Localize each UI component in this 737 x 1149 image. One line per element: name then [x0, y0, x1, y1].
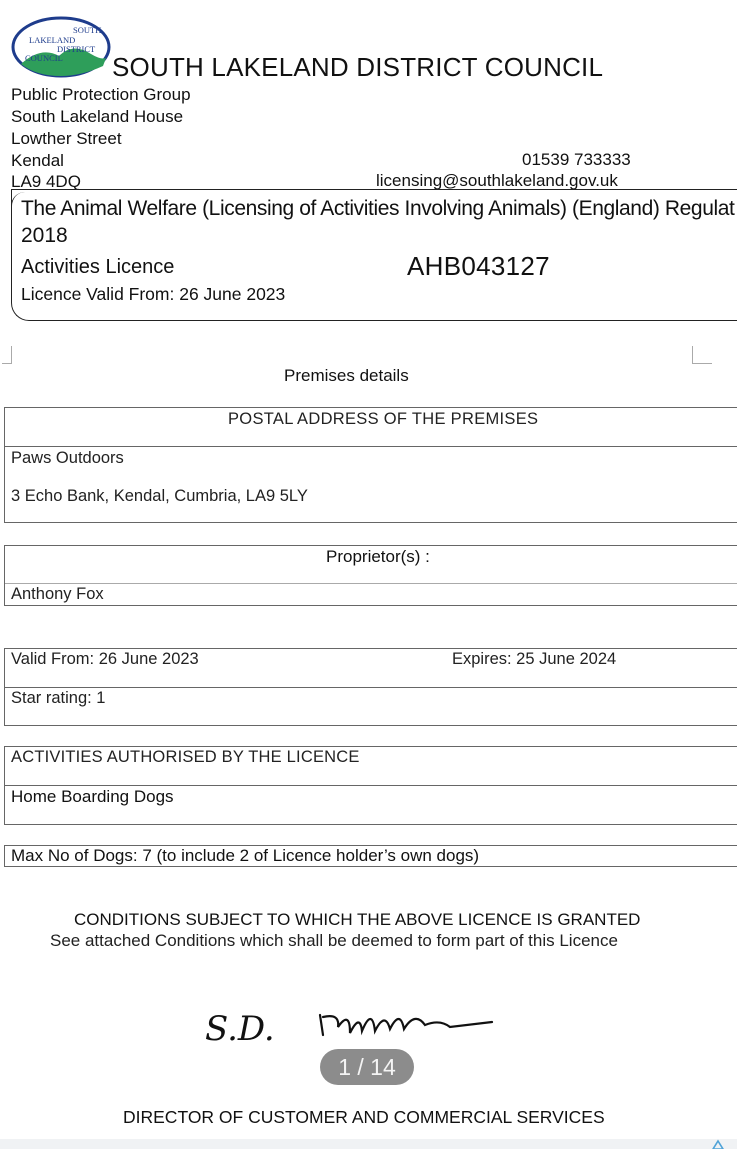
- proprietor-name: Anthony Fox: [11, 585, 104, 603]
- signature-image: [200, 1005, 500, 1050]
- proprietor-header: Proprietor(s) :: [326, 547, 430, 566]
- postal-table-left: [4, 407, 5, 522]
- logo-text-1: SOUTH: [73, 25, 102, 35]
- max-dogs: Max No of Dogs: 7 (to include 2 of Licence holder’s own dogs): [11, 846, 480, 865]
- licence-number: AHB043127: [407, 251, 550, 281]
- postal-table-bottom: [4, 522, 737, 523]
- crop-mark-right: [692, 346, 693, 364]
- page-indicator: 1 / 14: [320, 1049, 414, 1085]
- premises-address: 3 Echo Bank, Kendal, Cumbria, LA9 5LY: [11, 487, 308, 505]
- proprietor-table-divider: [4, 583, 737, 584]
- licence-valid-from: Licence Valid From: 26 June 2023: [21, 284, 286, 304]
- proprietor-table-top: [4, 545, 737, 546]
- signature-scribble: [320, 1015, 492, 1035]
- address-line-4: Kendal: [11, 151, 64, 170]
- bottom-strip: [0, 1139, 737, 1149]
- regulation-year: 2018: [21, 224, 68, 247]
- premises-details-title: Premises details: [284, 366, 409, 385]
- logo-text-4: COUNCIL: [25, 53, 63, 63]
- address-line-1: Public Protection Group: [11, 85, 191, 104]
- logo-text-2: LAKELAND: [29, 35, 76, 45]
- activities-table-left: [4, 746, 5, 824]
- crop-mark-left: [8, 346, 12, 364]
- signature-initials: S.D.: [205, 1009, 275, 1049]
- activities-table-divider: [4, 785, 737, 786]
- director-title: DIRECTOR OF CUSTOMER AND COMMERCIAL SERVICES: [123, 1107, 605, 1127]
- validity-table-divider: [4, 687, 737, 688]
- max-dogs-bottom: [4, 866, 737, 867]
- postal-table-divider: [4, 446, 737, 447]
- logo-text-3: DISTRICT: [57, 44, 96, 54]
- validity-table-top: [4, 648, 737, 649]
- address-line-3: Lowther Street: [11, 129, 122, 148]
- council-name: SOUTH LAKELAND DISTRICT COUNCIL: [112, 52, 604, 82]
- council-logo: [11, 16, 111, 78]
- authorised-activity: Home Boarding Dogs: [11, 787, 174, 806]
- address-line-5: LA9 4DQ: [11, 172, 81, 191]
- crop-mark-right-h: [692, 363, 712, 364]
- conditions-title: CONDITIONS SUBJECT TO WHICH THE ABOVE LICENCE IS GRANTED: [74, 910, 641, 929]
- postal-table-top: [4, 407, 737, 408]
- valid-from: Valid From: 26 June 2023: [11, 650, 199, 668]
- council-email[interactable]: licensing@southlakeland.gov.uk: [376, 171, 618, 190]
- activities-header: ACTIVITIES AUTHORISED BY THE LICENCE: [11, 748, 360, 766]
- ad-choices-icon[interactable]: [707, 1139, 729, 1149]
- proprietor-table-bottom: [4, 605, 737, 606]
- activities-table-bottom: [4, 824, 737, 825]
- address-line-2: South Lakeland House: [11, 107, 184, 126]
- max-dogs-left: [4, 845, 5, 866]
- conditions-subtitle: See attached Conditions which shall be deemed to form part of this Licence: [50, 931, 618, 950]
- crop-mark-left-h: [2, 363, 11, 364]
- expires: Expires: 25 June 2024: [452, 650, 617, 668]
- activities-table-top: [4, 746, 737, 747]
- validity-table-left: [4, 648, 5, 725]
- activity-licence-label: Activities Licence: [21, 256, 175, 278]
- premises-name: Paws Outdoors: [11, 449, 124, 467]
- proprietor-table-left: [4, 545, 5, 605]
- regulation-title: The Animal Welfare (Licensing of Activities Involving Animals) (England) Regulat: [21, 197, 735, 220]
- postal-address-header: POSTAL ADDRESS OF THE PREMISES: [228, 410, 539, 428]
- council-phone: 01539 733333: [522, 150, 631, 169]
- validity-table-bottom: [4, 725, 737, 726]
- star-rating: Star rating: 1: [11, 689, 106, 707]
